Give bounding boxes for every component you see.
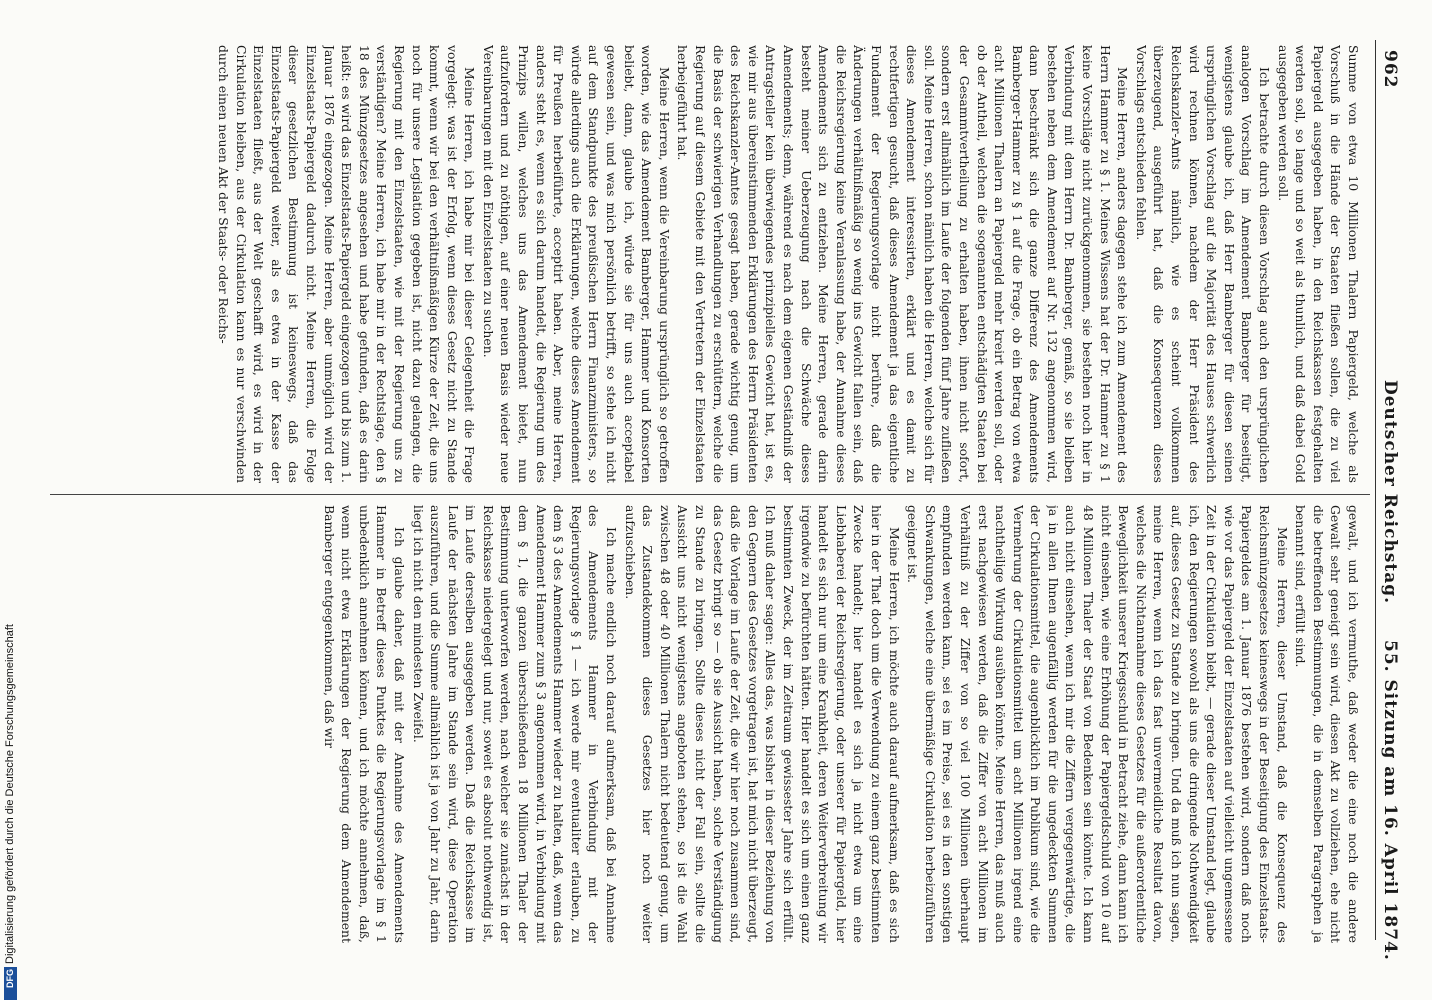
paragraph: Meine Herren, ich habe mir bei dieser Gelegenheit die Frage vorgelegt: was ist der Erfolg, wenn dieses Gesetz nicht zu Stande kommt, wenn wir bei den verhältnißmäßigen Kürze der Zeit, die uns noch für unsere Legislation gegeben ist, nicht dazu gelangen, die Regierung mit den Einzelstaaten, wie mit der Regierung uns zu verständigen? Meine Herren, ich habe mir in der Rechtslage, den § 18 des Münzgesetzes angesehen und habe gefunden, daß es darin heißt: es wird das Einzelstaats-Papiergeld eingezogen und bis zum 1. Januar 1876 eingezogen. Meine Herren, aber unmöglich wird der Einzelstaats-Papiergeld dadurch nicht. Meine Herren, die Folge dieser gesetzlichen Bestimmung ist keineswegs, daß das Einzelstaats-Papiergeld weiter, als es etwa in der Kasse der Einzelstaaten fließt, aus der Welt geschafft wird, es wird in der Cirkulation bleiben, aus der Cirkulation kann es nur verschwinden durch einen neuen Akt der Staats- oder Reichs- (216, 45, 478, 483)
page-number: 962 (1380, 50, 1400, 89)
paragraph: Summe von etwa 10 Millionen Thalern Papiergeld, welche als Vorschuß in die Hände der Staaten fließen sollen, die zu viel Papiergeld ausgegeben haben, in den Reichskassen festgehalten werden soll, so lange und so weit als thunlich, und daß dabei Gold ausgegeben werden soll. (1275, 45, 1361, 483)
dfg-logo-text: DFG (5, 969, 15, 988)
dfg-logo-icon (7, 990, 15, 998)
paragraph: Ich mache endlich noch darauf aufmerksam, daß bei Annahme des Amendements Hammer in Verbindung mit der Regierungsvorlage § 1 — ich werde mir eventualiter erlauben, zu dem § 3 des Amendements Hammer wieder zu halten, daß, wenn das Amendement Hammer zum § 3 angenommen wird, in Verbindung mit dem § 1, die ganzen überschießenden 18 Millionen Thaler der Bestimmung unterworfen werden, nach welcher sie zunächst in der Reichskasse niedergelegt und nur, soweit es absolut nothwendig ist, im Laufe derselben ausgegeben werden. Daß die Reichskasse im Laufe der nächsten Jahre im Stande sein wird, diese Operation auszuführen, und die Summe allmählich ist ja von Jahr zu Jahr, darin liegt ich nicht den mindesten Zweifel. (410, 505, 620, 943)
left-column (62, 45, 1362, 483)
column-divider (50, 494, 1370, 495)
session-date: 55. Sitzung am 16. April 1874. (1380, 640, 1400, 961)
digitization-credit (2, 605, 18, 1000)
running-head (1375, 40, 1402, 961)
paragraph: Meine Herren, ich möchte auch darauf aufmerksam, daß es sich hier in der That doch um die Verwendung zu einem ganz bestimmten Zwecke handelt; hier handelt es sich ja nicht etwa um eine Liebhaberei der Reichsregierung, oder unserer für Papiergeld, hier handelt es sich nur um eine Krankheit, deren Weiterverbreitung wir irgendwie zu befürchten hätten. Hier handelt es sich um einen ganz bestimmten Zweck, der im Zeitraum gewissester Jahre sich erfüllt. Ich muß daher sagen: Alles das, was bisher in dieser Beziehung von den Gegnern des Gesetzes vorgetragen ist, hat mich nicht überzeugt, daß die Vorlage im Laufe der Zeit, die wir hier noch zusammen sind, das Gesetz bringt so — ob sie Aussicht haben, solche Verständigung zu Stande zu bringen. Sollte dieses nicht der Fall sein, sollte die Aussicht uns nicht wenigstens angeboten stehen, so ist die Wahl zwischen 48 oder 40 Millionen Thalern nicht bedeutend genug, um das Zustandekommen dieses Gesetzes hier noch weiter aufzuschieben. (622, 505, 902, 943)
paragraph: Ich betrachte durch diesen Vorschlag auch den ursprünglichen analogen Vorschlag im Amendement Bamberger für beseitigt, wenigstens glaube ich, daß Herr Bamberger für diesen seinen ursprünglichen Vorschlag auf die Majorität des Hauses schwerlich wird rechnen können, nachdem der Herr Präsident des Reichskanzler-Amts nämlich, wie es scheint vollkommen überzeugend, ausgeführt hat, daß die Konsequenzen dieses Vorschlags entschieden fehlen. (1133, 45, 1273, 483)
paragraph: Meine Herren, anders dagegen stehe ich zum Amendement des Herrn Hammer zu § 1. Meines Wissens hat der Dr. Hammer zu § 1 keine Vorschläge nicht zurückgenommen, sie bestehen noch hier in Verbindung mit dem Herrn Dr. Bamberger, gemäß, so sie bleiben bestehen neben dem Amendement auf Nr. 132 angenommen wird, dann beschränkt sich die ganze Differenz des Amendements Bamberger-Hammer zu § 1 auf die Frage, ob ein Betrag von etwa acht Millionen Thalern an Papiergeld mehr kreirt werden soll, oder ob der Antheil, welchen die sogenannten entschädigten Staaten bei der Gesammtvertheilung zu erhalten haben, ihnen nicht sofort, sondern erst allmählich im Laufe der folgenden fünf Jahre zufließen soll. Meine Herren, schon nämlich haben die Herren, welche sich für dieses Amendement interessirten, erklärt und es damit zu rechtfertigen gesucht, daß dieses Amendement ja das eigentliche Fundament der Regierungsvorlage nicht berühre, daß die Änderungen verhältnißmäßig so wenig ins Gewicht fallen sein, daß die Reichsregierung keine Veranlassung habe, der Annahme dieses Amendements sich zu entziehen. Meine Herren, gerade darin besteht meiner Ueberzeugung nach die Schwäche dieses Amendements; denn, während es nach dem eigenen Geständniß der Antragsteller kein überwiegendes prinzipielles Gewicht hat, ist es, wie mir aus übereinstimmenden Erklärungen des Herrn Präsidenten des Reichskanzler-Amtes gesagt haben, gerade wichtig genug, um die Basis der schwierigen Verhandlungen zu erschüttern, welche die Regierung auf diesem Gebiete mit den Vertretern der Einzelstaaten herbeigeführt hat. (675, 45, 1131, 483)
credit-text: Digitalisierung gefördert durch die Deutsche Forschungsgemeinschaft (4, 624, 16, 964)
paragraph: Meine Herren, dieser Umstand, daß die Konsequenz des Reichsmünzgesetzes keineswegs in der Beseitigung des Einzelstaats-Papiergeldes am 1. Januar 1876 bestehen wird, sondern daß noch wie vor das Papiergeld der Einzelstaaten auf vielleicht ungemessene Zeit in der Cirkulation bleibt, — gerade dieser Umstand legt, glaube ich, den Regierungen sowohl als uns die dringende Nothwendigkeit auf, dieses Gesetz zu Stande zu bringen. Und da muß ich nun sagen, meine Herren, wenn ich das fast unvermeidliche Resultat davon, welches die Nichtannahme dieses Gesetzes für die außerordentliche Beweglichkeit unserer Kriegsschuld in Betracht ziehe, dann kann ich nicht einsehen, wie eine Erhöhung der Papiergeldschuld von 10 auf 48 Millionen Thaler der Staat von Bedenken sein könnte. Ich kann auch nicht einsehen, wenn ich mir die Ziffern vergegenwärtige, die ja in allen Ihnen augenfällig werden für die ungedeckten Summen der Cirkulationsmittel, die augenblicklich im Publikum sind, wie die Vermehrung der Cirkulationsmittel um acht Millionen irgend eine nachtheilige Wirkung ausüben könnte. Meine Herren, das muß auch erst nachgewiesen werden, daß die Ziffer von acht Millionen im Verhältniß zu der Ziffer von so viel 100 Millionen überhaupt empfunden werden kann, sei es im Preise, sei es in den sonstigen Schwankungen, welche eine übermäßige Cirkulation herbeizuführen geeignet ist. (905, 505, 1290, 943)
paragraph: Ich glaube daher, daß mit der Annahme des Amendements Hammer in Betreff dieses Punktes die Regierungsvorlage im § 1 unbedenklich annehmen können, und ich möchte annehmen, daß, wenn nicht etwa Erklärungen der Regierung dem Amendement Bamberger entgegenkommen, daß wir (321, 505, 407, 943)
paper-title: Deutscher Reichstag. (1380, 380, 1400, 605)
right-column (62, 505, 1362, 943)
paragraph: Meine Herren, wenn die Vereinbarung ursprünglich so getroffen worden, wie das Amendement Bamberger, Hammer und Konsorten beliebt, dann, glaube ich, würde sie für uns auch acceptabel gewesen sein, und was mich persönlich betrifft, so stehe ich nicht auf dem Standpunkte des preußischen Herrn Finanzministers, so würde allerdings auch die Erklärungen, welche dieses Amendement für Preußen herbeiführte, acceptirt haben. Aber, meine Herren, anders steht es, wenn es sich darum handelt, die Regierung um des Prinzips willen, welches uns das Amendement bietet, nun aufzufordern und zu nöthigen, auf einer neuen Basis wieder neue Vereinbarungen mit den Einzelstaaten zu suchen. (480, 45, 672, 483)
paragraph: gewalt, und ich vermuthe, daß weder die eine noch die andere Gewalt sehr geneigt sein wird, diesen Akt zu vollziehen, ehe nicht die betreffenden Bestimmungen, die in demselben Paragraphen ja benannt sind, erfüllt sind. (1293, 505, 1361, 943)
dfg-logo (4, 967, 17, 1000)
